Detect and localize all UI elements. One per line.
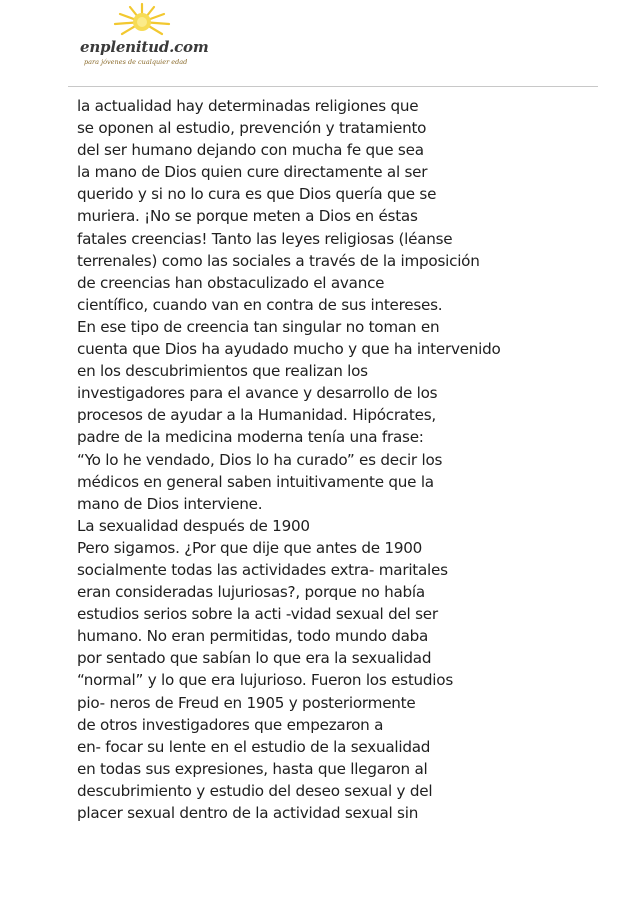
text-line: Pero sigamos. ¿Por que dije que antes de 1900 (77, 538, 423, 557)
text-line: en los descubrimientos que realizan los (77, 362, 368, 381)
text-line: padre de la medicina moderna tenía una frase: (77, 428, 424, 447)
text-line: cuenta que Dios ha ayudado mucho y que ha intervenido (77, 340, 501, 359)
text-line: pio- neros de Freud en 1905 y posteriormente (77, 693, 416, 712)
text-line: se oponen al estudio, prevención y tratamiento (77, 119, 427, 138)
text-line: mano de Dios interviene. (77, 494, 263, 513)
text-line: del ser humano dejando con mucha fe que sea (77, 141, 424, 160)
text-line: “Yo lo he vendado, Dios lo ha curado” es decir los (77, 450, 443, 469)
text-line: en todas sus expresiones, hasta que llegaron al (77, 759, 428, 778)
text-line: descubrimiento y estudio del deseo sexual y del (77, 781, 433, 800)
text-line: de creencias han obstaculizado el avance (77, 273, 385, 292)
text-line: En ese tipo de creencia tan singular no toman en (77, 317, 440, 336)
text-line: la mano de Dios quien cure directamente al ser (77, 163, 428, 182)
brand-tagline: para jóvenes de cualquier edad (84, 58, 188, 66)
text-line: procesos de ayudar a la Humanidad. Hipócrates, (77, 406, 436, 425)
text-line: socialmente todas las actividades extra- maritales (77, 560, 448, 579)
text-line: fatales creencias! Tanto las leyes religiosas (léanse (77, 229, 453, 248)
text-line: por sentado que sabían lo que era la sexualidad (77, 649, 432, 668)
sun-logo-icon (110, 2, 174, 42)
text-line: estudios serios sobre la acti -vidad sexual del ser (77, 605, 438, 624)
page-header (0, 0, 638, 90)
text-line: muriera. ¡No se porque meten a Dios en éstas (77, 207, 418, 226)
brand-name: enplenitud.com (80, 38, 209, 56)
text-line: querido y si no lo cura es que Dios quería que se (77, 185, 437, 204)
text-line: la actualidad hay determinadas religiones que (77, 97, 419, 115)
text-line: investigadores para el avance y desarrollo de los (77, 384, 438, 403)
section-heading: La sexualidad después de 1900 (77, 516, 310, 535)
text-line: científico, cuando van en contra de sus intereses. (77, 295, 443, 314)
enplenitud-logo[interactable] (76, 0, 216, 72)
text-line: eran consideradas lujuriosas?, porque no había (77, 583, 425, 602)
text-line: humano. No eran permitidas, todo mundo daba (77, 627, 429, 646)
text-line: placer sexual dentro de la actividad sexual sin (77, 804, 419, 822)
text-line: en- focar su lente en el estudio de la sexualidad (77, 737, 431, 756)
text-line: “normal” y lo que era lujurioso. Fueron los estudios (77, 671, 453, 690)
header-divider (68, 86, 598, 87)
article-body (77, 95, 597, 824)
text-line: médicos en general saben intuitivamente que la (77, 472, 434, 491)
text-line: terrenales) como las sociales a través de la imposición (77, 251, 480, 270)
text-line: de otros investigadores que empezaron a (77, 715, 384, 734)
